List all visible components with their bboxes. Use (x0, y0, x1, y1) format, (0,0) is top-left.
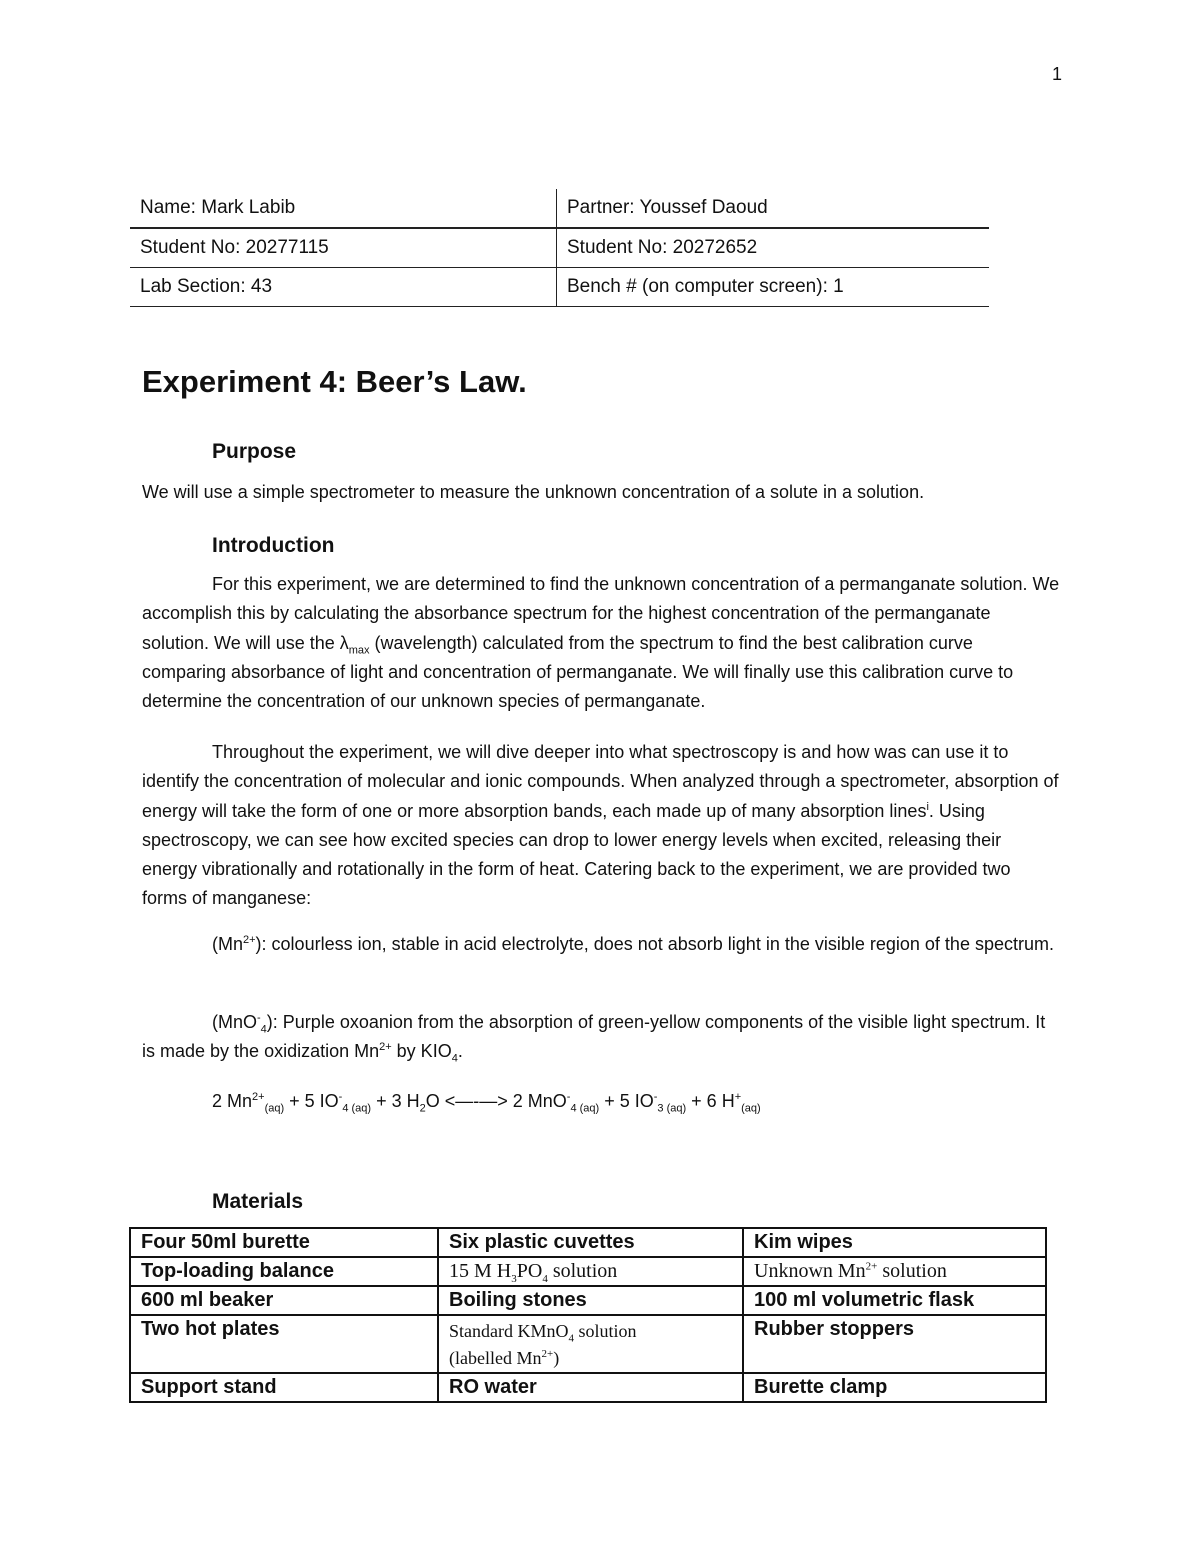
table-row (130, 1228, 1046, 1257)
bench-cell: Bench # (on computer screen): 1 (557, 268, 990, 307)
material-cell: 600 ml beaker (130, 1286, 438, 1315)
material-cell: Boiling stones (438, 1286, 743, 1315)
reaction-equation: 2 $Mn^{2+}_{(aq)} + 5$ $IO^-_{4 (aq)} + 3$ $H_2O$ <—-—> 2 MnO-$_{4 (aq)}$ + 5 $IO^-_{3 (aq)} + 6$ $H^+_{(aq)}$ (212, 1091, 761, 1115)
material-cell: RO water (438, 1373, 743, 1402)
material-cell: Six plastic cuvettes (438, 1228, 743, 1257)
table-row (130, 1315, 1046, 1373)
student-info-table (130, 189, 989, 307)
table-row (130, 1286, 1046, 1315)
material-cell: Kim wipes (743, 1228, 1046, 1257)
material-cell: Rubber stoppers (743, 1315, 1046, 1373)
lab-section-cell: Lab Section: 43 (130, 268, 557, 307)
material-cell: Support stand (130, 1373, 438, 1402)
page-number: 1 (1052, 64, 1063, 84)
mn2-description: $(Mn^{2+})$: colourless ion, stable in acid electrolyte, does not absorb light in the visible region of the spectrum. (212, 934, 1054, 954)
student-no-cell: Student No: 20277115 (130, 228, 557, 268)
materials-heading: Materials (212, 1190, 304, 1213)
material-cell: Top-loading balance (130, 1257, 438, 1286)
intro-paragraph-1: For this experiment, we are determined to find the unknown concentration of a permanganate solution. We accomplish this by calculating the absorbance spectrum for the highest concentration of the permanganate solution. We will use the $\lambda_{max}$ (wavelength) calculated from the spectrum to find the best calibration curve comparing absorbance of light and concentration of permanganate. We will finally use this calibration curve to determine the concentration of our unknown species of permanganate. (142, 574, 1060, 712)
introduction-heading: Introduction (212, 534, 335, 557)
intro-paragraph-2: Throughout the experiment, we will dive deeper into what spectroscopy is and how was can use it to identify the concentration of molecular and ionic compounds. When analyzed through a spectrometer, absorption of energy will take the form of one or more absorption bands, each made up of many absorption lines$^i$. Using spectroscopy, we can see how excited species can drop to lower energy levels when excited, releasing their energy vibrationally and rotationally in the form of heat. Catering back to the experiment, we are provided two forms of manganese: (142, 742, 1059, 909)
materials-table (129, 1227, 1047, 1403)
partner-cell: Partner: Youssef Daoud (557, 189, 990, 228)
partner-student-no-cell: Student No: 20272652 (557, 228, 990, 268)
material-cell: 15 M $H_3PO_4$ solution (438, 1257, 743, 1286)
table-row (130, 1257, 1046, 1286)
material-cell: Burette clamp (743, 1373, 1046, 1402)
purpose-text: We will use a simple spectrometer to measure the unknown concentration of a solute in a solution. (142, 482, 925, 502)
document-title: Experiment 4: Beer’s Law. (142, 364, 527, 399)
purpose-heading: Purpose (212, 440, 297, 463)
material-cell: Standard KMnO$_4$ solution (labelled $Mn^{2+}$) (438, 1315, 743, 1373)
material-cell: Four 50ml burette (130, 1228, 438, 1257)
mno4-description: (MnO-$_4$): Purple oxoanion from the absorption of green-yellow components of the visible light spectrum. It is made by the oxidization $Mn^{2+}$ by $KIO_4$. (142, 1012, 1046, 1065)
material-cell: 100 ml volumetric flask (743, 1286, 1046, 1315)
name-cell: Name: Mark Labib (130, 189, 557, 228)
material-cell: Two hot plates (130, 1315, 438, 1373)
table-row (130, 1373, 1046, 1402)
material-cell: Unknown $Mn^{2+}$ solution (743, 1257, 1046, 1286)
